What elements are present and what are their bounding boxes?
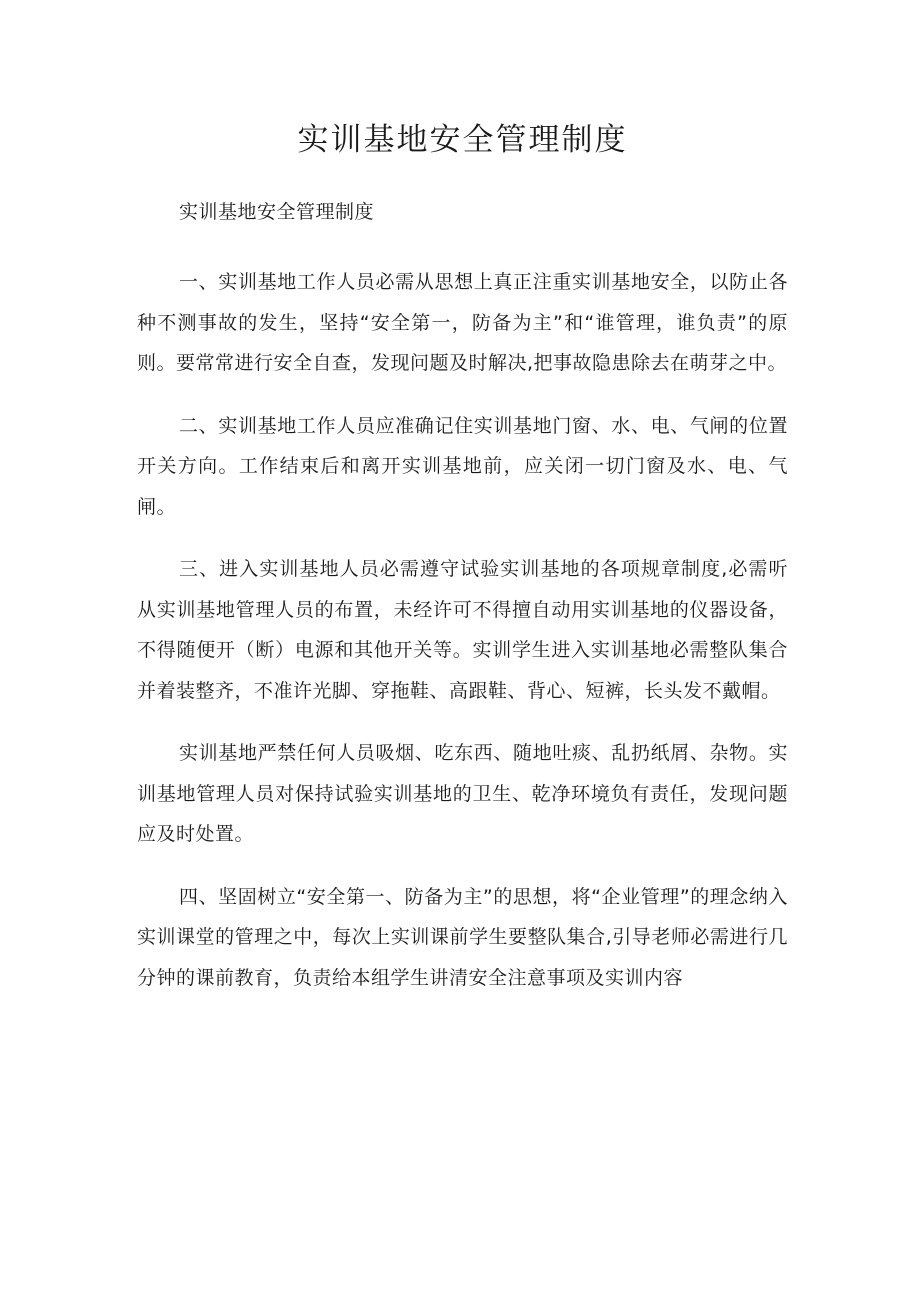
document-title: 实训基地安全管理制度 <box>297 122 628 158</box>
paragraph-3: 三、进入实训基地人员必需遵守试验实训基地的各项规章制度,必需听从实训基地管理人员的布置，未经许可不得擅自动用实训基地的仪器设备，不得随便开（断）电源和其他开关等。实训学生进入实训基地必需整队集合并着装整齐，不准许光脚、穿拖鞋、高跟鞋、背心、短裤，长头发不戴帽。 <box>137 558 788 702</box>
paragraph-2: 二、实训基地工作人员应准确记住实训基地门窗、水、电、气闸的位置开关方向。工作结束后和离开实训基地前，应关闭一切门窗及水、电、气闸。 <box>137 414 788 518</box>
document-subtitle: 实训基地安全管理制度 <box>179 201 375 223</box>
paragraph-5: 四、坚固树立“安全第一、防备为主”的思想，将“企业管理”的理念纳入实训课堂的管理之中，每次上实训课前学生要整队集合,引导老师必需进行几分钟的课前教育，负责给本组学生讲清安全注意事项及实训内容 <box>137 885 788 989</box>
paragraph-4: 实训基地严禁任何人员吸烟、吃东西、随地吐痰、乱扔纸屑、杂物。实训基地管理人员对保持试验实训基地的卫生、乾净环境负有责任，发现问题应及时处置。 <box>137 742 788 845</box>
paragraph-1: 一、实训基地工作人员必需从思想上真正注重实训基地安全，以防止各种不测事故的发生，坚持“安全第一，防备为主”和“谁管理，谁负责”的原则。要常常进行安全自查，发现问题及时解决,把事故隐患除去在萌芽之中。 <box>137 271 788 374</box>
